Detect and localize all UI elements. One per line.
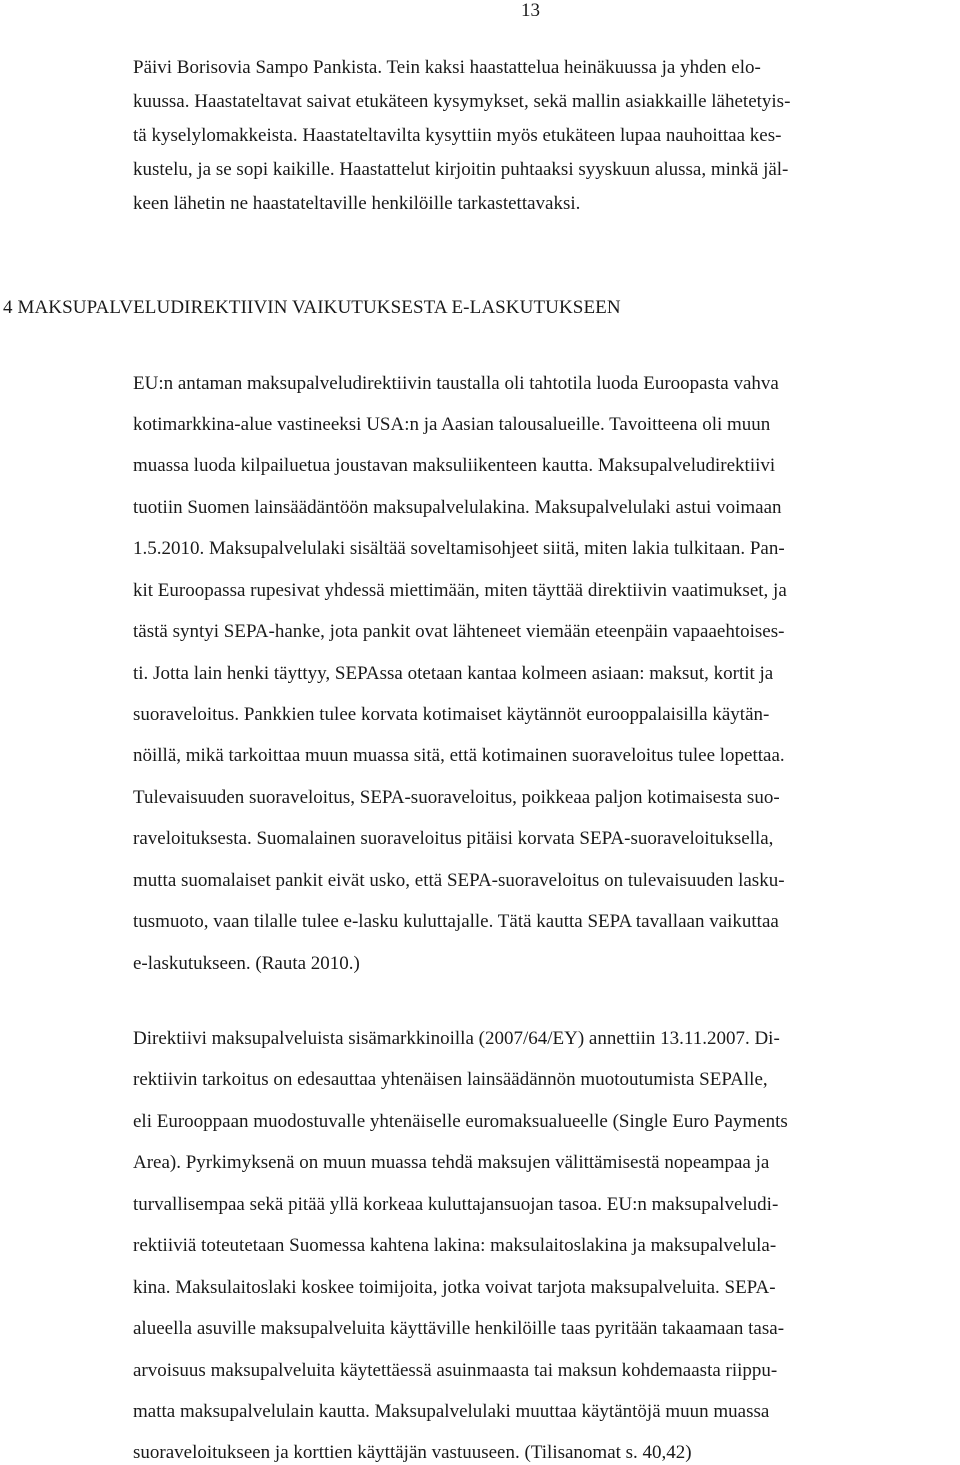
text-line: tusmuoto, vaan tilalle tulee e-lasku kuluttajalle. Tätä kautta SEPA tavallaan vaikuttaa — [133, 911, 779, 932]
text-line: muassa luoda kilpailuetua joustavan maksuliikenteen kautta. Maksupalveludirektiivi — [133, 455, 776, 476]
text-line: tuotiin Suomen lainsäädäntöön maksupalvelulakina. Maksupalvelulaki astui voimaan — [133, 497, 782, 518]
text-line: kotimarkkina-alue vastineeksi USA:n ja Aasian talousalueille. Tavoitteena oli muun — [133, 414, 771, 435]
text-line: nöillä, mikä tarkoittaa muun muassa sitä, että kotimainen suoraveloitus tulee lopettaa. — [133, 745, 785, 766]
text-line: raveloituksesta. Suomalainen suoraveloitus pitäisi korvata SEPA-suoraveloituksella, — [133, 828, 774, 849]
text-line: keen lähetin ne haastateltaville henkilöille tarkastettavaksi. — [133, 193, 581, 214]
text-line: e-laskutukseen. (Rauta 2010.) — [133, 953, 360, 974]
text-line: rektiiviä toteutetaan Suomessa kahtena lakina: maksulaitoslakina ja maksupalvelula- — [133, 1235, 777, 1256]
text-line: kuussa. Haastateltavat saivat etukäteen kysymykset, sekä mallin asiakkaille lähetetyis- — [133, 91, 791, 112]
section-heading: 4 MAKSUPALVELUDIREKTIIVIN VAIKUTUKSESTA E-LASKUTUKSEEN — [3, 297, 621, 318]
text-line: alueella asuville maksupalveluita käyttäville henkilöille taas pyritään takaamaan tasa- — [133, 1318, 785, 1339]
page-number: 13 — [521, 0, 540, 21]
text-line: Direktiivi maksupalveluista sisämarkkinoilla (2007/64/EY) annettiin 13.11.2007. Di- — [133, 1028, 780, 1049]
text-line: matta maksupalvelulain kautta. Maksupalvelulaki muuttaa käytäntöjä muun muassa — [133, 1401, 770, 1422]
text-line: kina. Maksulaitoslaki koskee toimijoita, jotka voivat tarjota maksupalveluita. SEPA- — [133, 1277, 776, 1298]
text-line: turvallisempaa sekä pitää yllä korkeaa kuluttajansuojan tasoa. EU:n maksupalveludi- — [133, 1194, 779, 1215]
text-line: Päivi Borisovia Sampo Pankista. Tein kaksi haastattelua heinäkuussa ja yhden elo- — [133, 57, 761, 78]
text-line: tästä syntyi SEPA-hanke, jota pankit ovat lähteneet viemään eteenpäin vapaaehtoises- — [133, 621, 785, 642]
text-line: kit Euroopassa rupesivat yhdessä miettimään, miten täyttää direktiivin vaatimukset, ja — [133, 580, 787, 601]
text-line: 1.5.2010. Maksupalvelulaki sisältää soveltamisohjeet siitä, miten lakia tulkitaan. Pan- — [133, 538, 785, 559]
text-line: kustelu, ja se sopi kaikille. Haastattelut kirjoitin puhtaaksi syyskuun alussa, minkä jäl- — [133, 159, 789, 180]
text-line: tä kyselylomakkeista. Haastateltavilta kysyttiin myös etukäteen lupaa nauhoittaa kes- — [133, 125, 782, 146]
text-line: suoraveloitukseen ja korttien käyttäjän vastuuseen. (Tilisanomat s. 40,42) — [133, 1442, 692, 1463]
text-line: arvoisuus maksupalveluita käytettäessä asuinmaasta tai maksun kohdemaasta riippu- — [133, 1360, 778, 1381]
text-line: suoraveloitus. Pankkien tulee korvata kotimaiset käytännöt eurooppalaisilla käytän- — [133, 704, 770, 725]
text-line: ti. Jotta lain henki täyttyy, SEPAssa otetaan kantaa kolmeen asiaan: maksut, kortit ja — [133, 663, 774, 684]
text-line: eli Eurooppaan muodostuvalle yhtenäiselle euromaksualueelle (Single Euro Payments — [133, 1111, 788, 1132]
text-line: rektiivin tarkoitus on edesauttaa yhtenäisen lainsäädännön muotoutumista SEPAlle, — [133, 1069, 768, 1090]
text-line: Area). Pyrkimyksenä on muun muassa tehdä maksujen välittämisestä nopeampaa ja — [133, 1152, 770, 1173]
text-line: EU:n antaman maksupalveludirektiivin taustalla oli tahtotila luoda Euroopasta vahva — [133, 373, 779, 394]
text-line: Tulevaisuuden suoraveloitus, SEPA-suoraveloitus, poikkeaa paljon kotimaisesta suo- — [133, 787, 780, 808]
text-line: mutta suomalaiset pankit eivät usko, että SEPA-suoraveloitus on tulevaisuuden lasku- — [133, 870, 785, 891]
